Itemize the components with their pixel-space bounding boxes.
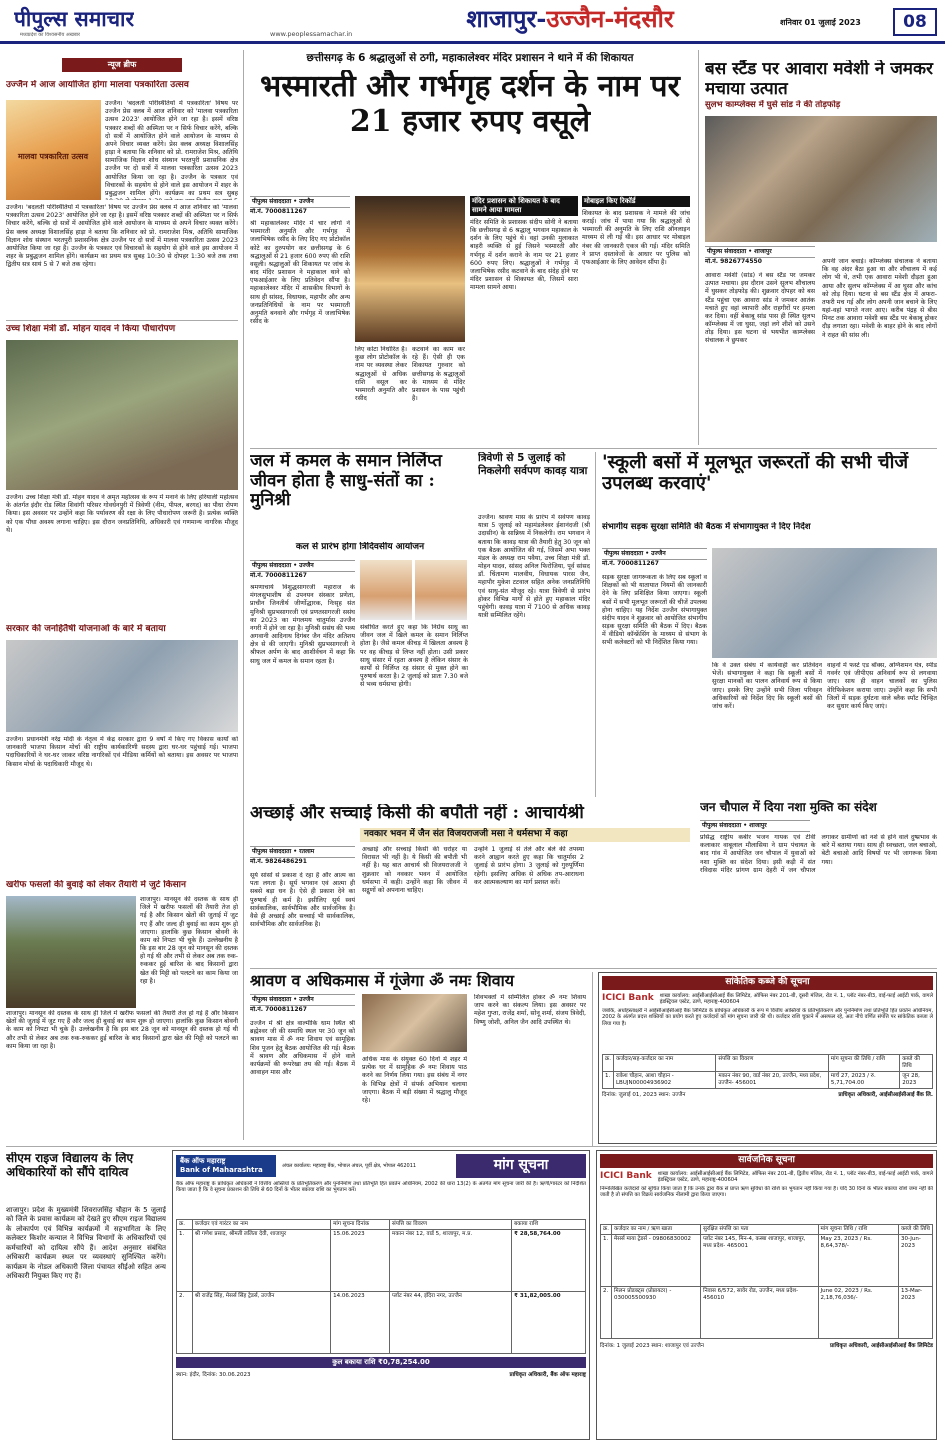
icici-symbolic-possession-notice	[598, 972, 937, 1144]
bom-total: कुल बकाया राशि ₹0,78,254.00	[176, 1357, 586, 1368]
bom-logo	[176, 1155, 276, 1177]
icici1-sign: प्राधिकृत अधिकारी, आईसीआईसीआई बैंक लि.	[838, 1091, 933, 1098]
buses-sub: संभागीय सड़क सुरक्षा समिति की बैठक में संभागायुक्त ने दिए निर्देश	[602, 522, 811, 532]
table-header-cell: क्र.	[603, 1054, 614, 1071]
cattle-col2: अपनी जान बचाई। कॉम्प्लेक्स संचालक ने बताया कि वह अंदर बैठा हुआ था और शौचालय में कई लोग भी थे, तभी एक आवारा मवेशी दौड़ता हुआ आया और सुलभ कॉम्प्लेक्स में आ घुसा और कांच को तोड़ दिया। घटना से बस स्टैंड क्षेत्र में अफरा-तफरी मच गई और लोग अपनी जान बचाने के लिए यहां-वहां भागते नजर आए। करीब पंद्रह से बीस मिनट तक आवारा मवेशी बस स्टैंड पर बेकाबू होकर दौड़ लगाता रहा। मवेशी के बाहर होने के बाद लोगों ने राहत की सांस ली।	[822, 258, 937, 339]
table-cell: राकेश चौहान, आशा चौहान - LBUJN00004936902	[613, 1071, 715, 1088]
news-brief-tag: न्यूज ब्रीफ	[62, 58, 182, 72]
table-cell: श्री गणेश प्रसाद, श्रीमती ललिता देवी, शाजापुर	[192, 1229, 330, 1291]
table-header-cell: कर्जदार का नाम / ऋण खाता	[611, 1224, 700, 1234]
lead-kicker: छत्तीसगढ़ के 6 श्रद्धालुओं से ठगी, महाकालेश्वर मंदिर प्रशासन ने थाने में की शिकायत	[306, 52, 634, 64]
icici2-text: निम्नलिखित कर्जदारों को सूचित किया जाता है कि उनके द्वारा बैंक से प्राप्त ऋण सुविधा की राशि का भुगतान नहीं किया गया है। यदि 30 दिनों के भीतर बकाया राशि जमा नहीं की जाती है तो संपत्ति का विक्रय सार्वजनिक नीलामी द्वारा किया जाएगा।	[600, 1185, 933, 1199]
cm-headline: सीएम राइज विद्यालय के लिए अधिकारियों को सौंपे दायित्व	[6, 1152, 134, 1179]
edition-left: शाजापुर-	[466, 4, 547, 33]
bom-office: अंचल कार्यालय: महाराष्ट्र बैंक, भोपाल अंचल, पूर्वी क्षेत्र, भोपाल 462011	[282, 1162, 417, 1169]
brief-item3-title: सरकार की जनहितैषी योजनाओं के बारे में बताया	[6, 624, 166, 634]
cattle-headline: बस स्टैंड पर आवारा मवेशी ने जमकर मचाया उत्पात	[705, 60, 933, 99]
cattle-mobile: मो.नं. 9826774550	[705, 258, 762, 265]
bjp-meeting-photo	[6, 640, 238, 732]
table-header-cell: कब्जे की तिथि	[900, 1054, 933, 1071]
divider	[6, 1146, 937, 1147]
brief-item4-body-side: शाजापुर। मानसून की दस्तक के साथ ही जिले में खरीफ फसलों की तैयारी तेज हो गई है और किसान खेतों की जुताई में जुट गए हैं और जल्द ही बुवाई का काम शुरू हो जाएगा। हालांकि कुछ किसान बोवनी के काम को निपटा भी चुके हैं। उल्लेखनीय है कि इस बार 28 जून को मानसून की दस्तक हो गई थी और तभी से लेकर अब तक रुक-रुककर हुई बारिश के बाद किसानों द्वारा खेत की मिट्टी को पलटने का काम किया जा रहा है।	[140, 896, 238, 985]
acharya-headline: अच्छाई और सच्चाई किसी की बपौती नहीं : आचार्यश्री	[250, 804, 584, 823]
table-cell: मिलन प्रोडक्ट्स (प्रोप्रायटर) - 030005500930	[611, 1286, 700, 1338]
table-header-cell: संपत्ति का विवरण	[390, 1219, 512, 1229]
shravan-mobile: मो.नं. 7000811267	[250, 1006, 307, 1013]
plantation-photo	[6, 340, 238, 490]
bom-table	[176, 1219, 586, 1354]
cattle-sub: सुलभ काम्प्लेक्स में घुसे सांड ने की तोड़फोड़	[705, 100, 841, 110]
table-header-cell: मांग सूचना दिनांक	[331, 1219, 390, 1229]
column-divider	[698, 50, 699, 445]
bom-text: बैंक ऑफ महाराष्ट्र के प्राधिकृत अधिकारी ने वित्तीय आस्तियों के प्रतिभूतिकरण और पुनर्निर्माण तथा प्रतिभूति हित प्रवर्तन अधिनियम, 2002 की धारा 13(2) के अंतर्गत मांग सूचना जारी की है। ऋणी/गारंटर को निर्देशित किया जाता है कि वे सूचना प्रकाशन की तिथि से 60 दिनों के भीतर बकाया राशि का भुगतान करें।	[176, 1180, 586, 1194]
table-header-cell: सुरक्षित संपत्ति का पता	[701, 1224, 818, 1234]
buses-col1: सड़क सुरक्षा जागरूकता के लिए सब स्कूलों व शिक्षकों को भी यातायात नियमों की जानकारी देने के लिए प्रशिक्षित किया जाएगा। स्कूली बसों में सभी मूलभूत जरूरतों की चीजें उपलब्ध होना चाहिए। यह निर्देश उज्जैन संभागायुक्त संदीप यादव ने शुक्रवार को आयोजित संभागीय सड़क सुरक्षा समिति की बैठक में दिए। बैठक में वीडियो कॉन्फ्रेंसिंग के माध्यम से संभाग के सभी कलेक्टरों को भी निर्देशित किया गया।	[602, 574, 707, 647]
icici2-tag: सार्वजनिक सूचना	[600, 1154, 933, 1168]
lead-box2-title: मोबाइल किए रिकॉर्ड	[582, 196, 690, 207]
page-number: 08	[893, 8, 937, 36]
nasha-credit: पीपुल्स संवाददाता • शाजापुर	[700, 820, 810, 832]
shravan-meeting-photo	[362, 994, 467, 1052]
table-header-cell: मांग सूचना की तिथि / राशि	[828, 1054, 899, 1071]
table-header-cell: कर्जदार/सह-कर्जदार का नाम	[613, 1054, 715, 1071]
bom-bank-name: बैंक ऑफ महाराष्ट्र	[180, 1157, 226, 1165]
table-cell: प्लॉट नंबर 44, इंदिरा नगर, उज्जैन	[390, 1291, 512, 1353]
table-cell: 2.	[177, 1291, 193, 1353]
divider	[6, 320, 238, 321]
brief-item4-body: शाजापुर। मानसून की दस्तक के साथ ही जिले में खरीफ फसलों की तैयारी तेज हो गई है और किसान खेतों की जुताई में जुट गए हैं और जल्द ही बुवाई का काम शुरू हो जाएगा। हालांकि कुछ किसान बोवनी के काम को निपटा भी चुके हैं। उल्लेखनीय है कि इस बार 28 जून को मानसून की दस्तक हो गई थी और तभी से लेकर अब तक रुक-रुककर हुई बारिश के बाद किसानों द्वारा खेत की मिट्टी को पलटने का काम किया जा रहा है।	[6, 1010, 238, 1050]
brand-tagline: मध्यप्रदेश का विश्वसनीय अखबार	[20, 32, 81, 38]
icici1-table	[602, 1054, 933, 1089]
table-cell: 15.06.2023	[331, 1229, 390, 1291]
festival-poster-image	[6, 100, 101, 200]
nasha-body: प्रसिद्ध राष्ट्रीय कबीर भजन गायक एवं टीवी कलाकार वाबूलाल मौलासिया ने ग्राम पंचायत के बाद गांव में आयोजित जन चौपाल में युवाओं को नशा मुक्ति का संदेश दिया। इसी कड़ी में संत रविदास मंदिर प्रांगण ग्राम देहरी में जन चौपाल लगाकर ग्रामीणों को नशे से होने वाले दुष्प्रभाव के बारे में बताया गया। साथ ही स्वच्छता, जल बचाओ, बेटी बचाओ आदि विषयों पर भी जागरूक किया गया।	[700, 834, 937, 874]
table-header-row	[177, 1219, 586, 1229]
tractor-photo	[6, 896, 136, 1008]
lead-col1: श्री महाकालेश्वर मंदिर में चार लोगों ने भस्मारती अनुमति और गर्भगृह में जलाभिषेक रसीद के लिए दिए गए प्रोटोकॉल कोटे का दुरुपयोग कर छत्तीसगढ़ के 6 श्रद्धालुओं से 21 हजार 600 रुपए की राशि वसूली। श्रद्धालुओं की शिकायत पर जांच के बाद मंदिर प्रशासन ने महाकाल थाने को एफआईआर के लिए प्रतिवेदन सौंपा है। महाकालेश्वर मंदिर में शासकीय विभागों के साथ ही सांसद, विधायक, महापौर और अन्य जनप्रतिनिधियों के नाम पर भस्मारती अनुमति बनवाने और गर्भगृह में जलाभिषेक रसीद के	[250, 220, 350, 326]
table-cell: मार्च 27, 2023 / रु. 5,71,704.00	[828, 1071, 899, 1088]
muni-portrait-1	[360, 560, 412, 620]
bus-stand-photo	[705, 116, 937, 242]
brand-logo: पीपुल्स समाचार	[14, 6, 135, 31]
brief-item2-title: उच्च शिक्षा मंत्री डॉ. मोहन यादव ने किया पौधारोपण	[6, 324, 176, 334]
acharya-sub: नवकार भवन में जैन संत विजयराजजी मसा ने धर्मसभा में कहा	[360, 828, 690, 842]
saints-headline: जल में कमल के समान निर्लिप्त जीवन होता है साधु-संतों का : मुनिश्री	[250, 452, 442, 511]
bom-footer: स्थान: इंदौर, दिनांक: 30.06.2023	[176, 1371, 251, 1378]
bom-bank-name-en: Bank of Maharashtra	[180, 1165, 263, 1174]
lead-col3: कटवाने का काम कर रहे हैं। ऐसी ही एक शिकायत गुरुवार को छत्तीसगढ़ के श्रद्धालुओं के माध्यम से मंदिर प्रशासन के पास पहुंची है।	[412, 346, 465, 403]
kanwar-body: उज्जैन। श्रावण मास के प्रारंभ में सर्वपण कावड़ यात्रा 5 जुलाई को महामंडलेश्वर ईशानंदजी (श्री उदासीन) के सान्निध्य में निकलेगी। राम भगवान ने बताया कि कावड़ यात्रा की तैयारी हेतु 30 जून को एक बैठक आयोजित की गई, जिसमें अभा भक्त मंडल के अध्यक्ष राम पवैया, उच्च शिक्षा मंत्री डॉ. मोहन यादव, सांसद अनिल फिरोजिया, पूर्व सांसद डॉ. चिंतामण मालवीय, विधायक पारस जैन, महापौर मुकेश टटवाल सहित अनेक जनप्रतिनिधि एवं साधु-संत मौजूद रहे। यात्रा त्रिवेणी से प्रारंभ होकर विभिन्न मार्गों से होते हुए महाकाल मंदिर पहुंचेगी। कावड़ यात्रा में 7100 से अधिक कावड़ यात्री सम्मिलित रहेंगे।	[478, 514, 590, 620]
brief-item3-body: उज्जैन। प्रधानमंत्री नरेंद्र मोदी के नेतृत्व में केंद्र सरकार द्वारा 9 वर्षों में किए गए विकास कार्यों को जानकारी भाजपा किसान मोर्चा की राष्ट्रीय कार्यकारिणी सदस्य द्वारा घर-घर पहुंचाई गई। भाजपा पदाधिकारियों ने घर-घर जाकर वरिष्ठ नागरिकों एवं मीडिया कर्मियों को बताया। इस अवसर पर भाजपा किसान मोर्चा के पदाधिकारी मौजूद थे।	[6, 736, 238, 768]
lead-headline: भस्मारती और गर्भगृह दर्शन के नाम पर 21 हजार रुपए वसूले	[260, 70, 680, 139]
table-row	[177, 1291, 586, 1353]
acharya-col1: सूर्य सांसों से प्रकाश दे रहा है और आत्म का पता लगता है। सूर्य भगवान एवं आत्मा ही सबसे बड़ा धन है। ऐसे ही प्रकाश देने का पुरुषार्थ ही कर्म है। इसीलिए सूर्य स्वयं सार्वकालिक, सार्वभौमिक और सार्वजनिक है। वैसे ही अच्छाई और सच्चाई भी सार्वकालिक, सार्वभौमिक और सार्वजनिक है।	[250, 872, 355, 929]
table-cell: ₹ 31,82,005.00	[512, 1291, 586, 1353]
lead-box2	[582, 196, 690, 346]
table-header-row	[601, 1224, 933, 1234]
table-row	[601, 1286, 933, 1338]
table-cell: मेसर्स माया ट्रेडर्स - 09806830002	[611, 1234, 700, 1286]
table-cell: 1.	[177, 1229, 193, 1291]
table-cell: मकान नंबर 12, वार्ड 5, शाजापुर, म.प्र.	[390, 1229, 512, 1291]
bom-tag: मांग सूचना	[456, 1154, 586, 1178]
lead-box1	[470, 196, 578, 346]
kanwar-headline: त्रिवेणी से 5 जुलाई को निकलेगी सर्वपण कावड़ यात्रा	[478, 452, 588, 478]
muni-portrait-2	[415, 560, 467, 620]
table-cell: ₹ 28,58,764.00	[512, 1229, 586, 1291]
buses-mobile: मो.नं. 7000811267	[602, 560, 659, 567]
nasha-headline: जन चौपाल में दिया नशा मुक्ति का संदेश	[700, 800, 877, 814]
lead-box1-body: मंदिर समिति के प्रशासक संदीप सोनी ने बताया कि छत्तीसगढ़ से 6 श्रद्धालु भगवान महाकाल के दर्शन के लिए पहुंचे थे। वहां उनकी मुलाकात बाहरी व्यक्ति से हुई जिसने भस्मारती और गर्भगृह में दर्शन कराने के नाम पर 21 हजार 600 रुपए लिए। श्रद्धालुओं ने गर्भगृह में जलाभिषेक रसीद कटवाने के बाद संदेह होने पर मंदिर प्रशासन से शिकायत की, जिसमें सारा मामला सामने आया।	[470, 218, 578, 292]
table-cell: June 02, 2023 / Rs. 2,18,76,036/-	[818, 1286, 898, 1338]
table-cell: जून 28, 2023	[900, 1071, 933, 1088]
cattle-col1: आवारा मवेशी (सांड) ने बस स्टैंड पर जमकर उत्पात मचाया। इस दौरान उसने सुलभ शौचालय में घुसकर तोड़फोड़ की। शुक्रवार दोपहर को बस स्टैंड पहुंचा एक आवारा सांड ने जमकर आतंक मचाते हुए वहां व्यापारी और राहगीरों पर हमला कर दिया। वहीं बेकाबू सांड पास ही स्थित सुलभ कॉम्प्लेक्स में जा घुसा, जहां लगे शीशे को उसने तोड़ दिया। इस घटना से भयभीत काम्प्लेक्स संचालक ने छुपकर	[705, 272, 815, 345]
table-header-cell: कब्जे की तिथि	[898, 1224, 932, 1234]
table-header-cell: कर्जदार एवं गारंटर का नाम	[192, 1219, 330, 1229]
acharya-col3: उन्होंने 1 जुलाई से तेले और बेले की तपस्या करने आह्वान करते हुए कहा कि चातुर्मास 2 जुलाई से प्रारंभ होगा। 3 जुलाई को गुरुपूर्णिमा रहेगी। इसलिए अधिक से अधिक तप-आराधना कर आत्मकल्याण का मार्ग प्रशस्त करें।	[474, 846, 584, 886]
saints-sub: कल से प्रारंभ होगा त्रिदिवसीय आयोजन	[295, 542, 425, 552]
shravan-credit: पीपुल्स संवाददाता • उज्जैन	[250, 994, 355, 1006]
meeting-photo	[712, 548, 937, 658]
table-cell: 13-Mar-2023	[898, 1286, 932, 1338]
lead-mobile: मो.नं. 7000811267	[250, 208, 307, 215]
table-cell: 2.	[601, 1286, 612, 1338]
icici2-branch: शाखा कार्यालय: आईसीआईसीआई बैंक लिमिटेड, ऑफिस नंबर 201-बी, द्वितीय मंजिल, रोड नं. 1, प्लॉट नंबर-बी3, वाई-फाई आईटी पार्क, वागले इंडस्ट्रियल एस्टेट, ठाणे, महाराष्ट्र-400604	[657, 1170, 933, 1184]
brief-item2-body: उज्जैन। उच्च शिक्षा मंत्री डॉ. मोहन यादव ने अमृत महोत्सव के रूप में मनाने के लिए हरियाली महोत्सव के अंतर्गत इंदौर रोड स्थित शिवांगी परिसर गोवर्धनपुरी में त्रिवेणी (नीम, पीपल, बरगद) का पौधा रोपण किया। इस अवसर पर उन्होंने कहा कि पर्यावरण की रक्षा के लिए पौधारोपण जरूरी है। प्रत्येक व्यक्ति को एक पौधा अवश्य लगाना चाहिए। इस दौरान जनप्रतिनिधि, अधिकारी एवं गणमान्य नागरिक मौजूद थे।	[6, 494, 238, 534]
table-header-cell: मांग सूचना तिथि / राशि	[818, 1224, 898, 1234]
table-cell: May 23, 2023 / Rs. 8,64,378/-	[818, 1234, 898, 1286]
icici1-text: जबकि, अधोहस्ताक्षरी ने आईसीआईसीआई बैंक लिमिटेड के प्राधिकृत अधिकारी के रूप में वित्तीय आस्तियों के प्रतिभूतिकरण और पुनर्निर्माण तथा प्रतिभूति हित प्रवर्तन अधिनियम, 2002 के अंतर्गत प्रदत्त शक्तियों का प्रयोग करते हुए कर्जदारों को मांग सूचना जारी की थी। कर्जदार राशि चुकाने में असफल रहे, अतः नीचे वर्णित संपत्ति पर सांकेतिक कब्जा ले लिया गया है।	[602, 1007, 933, 1027]
table-header-cell: बकाया राशि	[512, 1219, 586, 1229]
buses-col3: वाहनों में फर्स्ट एड बॉक्स, अग्निशमन यंत्र, स्पीड गवर्नर एवं जीपीएस अनिवार्य रूप से लगवाया जाए। साथ ही वाहन चालकों का पुलिस वेरिफिकेशन कराया जाए। उन्होंने कहा कि सभी जिलों में सड़क दुर्घटना वाले ब्लैक स्पॉट चिन्हित कर सुधार कार्य किए जाएं।	[827, 662, 937, 710]
poster-label: मालवा पत्रकारिता उत्सव	[17, 152, 89, 161]
table-cell: 1.	[603, 1071, 614, 1088]
icici1-logo: ICICI Bank	[602, 992, 654, 1003]
lead-box1-title: मंदिर प्रशासन को शिकायत के बाद सामने आया मामला	[470, 196, 578, 216]
icici-public-notice	[596, 1150, 937, 1440]
saints-mobile: मो.नं. 7000811267	[250, 572, 307, 579]
table-cell: 14.06.2023	[331, 1291, 390, 1353]
table-cell: 30-Jun-2023	[898, 1234, 932, 1286]
icici2-footer: दिनांक: 1 जुलाई 2023 स्थान: शाजापुर एवं उज्जैन	[600, 1342, 704, 1349]
shravan-col1: उज्जैन में श्री क्षेत्र वाल्मीकि धाम स्थित श्री ब्रह्मेश्वर जी की समाधि स्थल पर 30 जून को श्रावण मास में ॐ नमः शिवाय एवं सामूहिक शिव पूजन हेतु बैठक आयोजित की गई। बैठक में श्रावण और अधिकमास में होने वाले कार्यक्रमों की रूपरेखा तय की गई। बैठक में आवाहन मास और	[250, 1020, 355, 1077]
shravan-headline: श्रावण व अधिकमास में गूंजेगा ॐ नमः शिवाय	[250, 972, 515, 990]
edition-title	[380, 4, 760, 35]
acharya-mobile: मो.नं. 9826486291	[250, 858, 307, 865]
acharya-credit: पीपुल्स संवाददाता • रतलाम	[250, 846, 355, 858]
buses-credit: पीपुल्स संवाददाता • उज्जैन	[602, 548, 707, 560]
icici1-footer: दिनांक: जुलाई 01, 2023 स्थान: उज्जैन	[602, 1091, 686, 1098]
cm-body: शाजापुर। प्रदेश के मुख्यमंत्री शिवराजसिंह चौहान के 5 जुलाई को जिले के प्रवास कार्यक्रम को देखते हुए सीएम राइज विद्यालय के लोकार्पण एवं विभिन्न कार्यक्रमों में सहभागिता के लिए कलेक्टर किशोर कन्याल ने विभिन्न विभागों के अधिकारियों एवं कर्मचारियों को दायित्व सौंपे हैं। आदेश अनुसार संबंधित अधिकारी कार्यक्रम स्थल पर व्यवस्थाएं सुनिश्चित करेंगे। कार्यक्रम के नोडल अधिकारी जिला पंचायत सीईओ सहित अन्य अधिकारी नियुक्त किए गए हैं।	[6, 1206, 166, 1281]
table-cell: प्लॉट नंबर 145, मिन-4, कस्बा शाजापुर, शाजापुर, मध्य प्रदेश- 465001	[701, 1234, 818, 1286]
table-header-row	[603, 1054, 933, 1071]
buses-col2: कि वे उक्त संबंध में कार्यवाही कर प्रतिवेदन भेजें। संभागायुक्त ने कहा कि स्कूली बसों में सुरक्षा मानकों का पालन अनिवार्य रूप से किया जाए। इसके लिए उन्होंने सभी जिला परिवहन अधिकारियों को निर्देश दिए कि स्कूली बसों की जांच करें।	[712, 662, 822, 710]
saints-col2: संबोधित करते हुए कहा कि निर्ग्रंथ साधु का जीवन जल में खिले कमल के समान निर्लिप्त होता है। जैसे कमल कीचड़ में खिलता अवश्य है पर वह कीचड़ से लिप्त नहीं होता। उसी प्रकार साधु संसार में रहता अवश्य है लेकिन संसार के कार्यों से निर्लिप्त रह संसार से मुक्त होने का पुरुषार्थ करता है। 2 जुलाई को प्रातः 7.30 बजे से भव्य धर्मसभा होगी।	[360, 624, 468, 689]
column-divider	[243, 50, 244, 1140]
brief-item1-body-top: उज्जैन। 'बदलती परिस्थितियों में पत्रकारिता' विषय पर उज्जैन प्रेस क्लब में आज शनिवार को 'मालवा पत्रकारिता उत्सव 2023' आयोजित होने जा रहा है। इसमें वरिष्ठ पत्रकार शब्दों की अस्मिता पर न सिर्फ विचार करेंगे, बल्कि दो सत्रों में आयोजित होने वाले आयोजन के माध्यम से अपने विचार व्यक्त करेंगे। प्रेस क्लब अध्यक्ष विशालसिंह हाड़ा ने बताया कि शनिवार को प्रो. रामराजेश मिश्र, अतिथि सामाजिक विज्ञान शोध संस्थान भरतपुरी प्रशासनिक क्षेत्र उज्जैन पर दो सत्रों में मालवा पत्रकारिता उत्सव 2023 आयोजित किया जा रहा है। उज्जैन के पत्रकार एवं विचारकों के सहयोग से होने वाले इस आयोजन में शहर के प्रबुद्धजन शामिल होंगे। कार्यक्रम का प्रथम सत्र सुबह	[105, 100, 238, 197]
table-cell: 1.	[601, 1234, 612, 1286]
lead-credit: पीपुल्स संवाददाता • उज्जैन	[250, 196, 350, 208]
cattle-credit: पीपुल्स संवाददाता • शाजापुर	[705, 246, 815, 258]
buses-headline: 'स्कूली बसों में मूलभूत जरूरतों की सभी चीजें उपलब्ध करवाएं'	[602, 452, 909, 495]
table-row	[603, 1071, 933, 1088]
table-row	[177, 1229, 586, 1291]
icici2-sign: प्राधिकृत अधिकारी, आईसीआईसीआई बैंक लिमिटेड	[830, 1342, 933, 1349]
saints-col1: श्रमणाचार्य विशुद्धसागरजी महाराज के मंगलसुभाशीष से उपनयन संस्कार प्रणेता, प्राचीन जिनतीर्थ जीर्णोद्धारक, निःसृह संत मुनिश्री सुप्रभसागरजी एवं प्रणतसागरजी ससंघ का 2023 का मंगलमय चातुर्मास उज्जैन नगरी में होने जा रहा है। मुनिश्री ससंघ की भव्य अगवानी आदिनाथ दिगंबर जैन मंदिर अतिशय क्षेत्र से की जाएगी। मुनिश्री सुप्रभसागरजी ने श्रीफल अर्पण के बाद आशीर्वचन में कहा कि साधु जल में कमल के समान रहता है।	[250, 584, 355, 665]
saints-credit: पीपुल्स संवाददाता • उज्जैन	[250, 560, 355, 572]
table-cell: निवास 6/572, सावेर रोड, उज्जैन, मध्य प्रदेश- 456010	[701, 1286, 818, 1338]
icici1-branch: शाखा कार्यालय: आईसीआईसीआई बैंक लिमिटेड, ऑफिस नंबर 201-बी, दूसरी मंजिल, रोड नं. 1, प्लॉट नंबर-बी3, वाई-फाई आईटी पार्क, वागले इंडस्ट्रियल एस्टेट, ठाणे, महाराष्ट्र-400604	[659, 992, 933, 1006]
site-url[interactable]: www.peoplessamachar.in	[270, 30, 353, 38]
column-divider	[595, 452, 596, 797]
masthead	[0, 0, 945, 44]
issue-date: शनिवार 01 जुलाई 2023	[780, 18, 861, 27]
icici2-table	[600, 1224, 933, 1339]
acharya-col2: अच्छाई और सच्चाई किसी की धरोहर या विरासत भी नहीं है। ये किसी की बपौती भी नहीं है। यह बात आचार्य श्री विजयराजजी ने शुक्रवार को नवकार भवन में आयोजित धर्मसभा में कही। उन्होंने कहा कि जीवन में सद्गुणों को अपनाना चाहिए।	[362, 846, 467, 894]
edition-right: उज्जैन-मंदसौर	[546, 4, 674, 33]
table-header-cell: क्र.	[601, 1224, 612, 1234]
table-header-cell: संपत्ति का विवरण	[716, 1054, 828, 1071]
brief-item1-body: उज्जैन। 'बदलती परिस्थितियों में पत्रकारिता' विषय पर उज्जैन प्रेस क्लब में आज शनिवार को 'मालवा पत्रकारिता उत्सव 2023' आयोजित होने जा रहा है। इसमें वरिष्ठ पत्रकार शब्दों की अस्मिता पर न सिर्फ विचार करेंगे, बल्कि दो सत्रों में आयोजित होने वाले आयोजन के माध्यम से अपने विचार व्यक्त करेंगे। प्रेस क्लब अध्यक्ष विशालसिंह हाड़ा ने बताया कि शनिवार को प्रो. रामराजेश मिश्र, अतिथि सामाजिक विज्ञान शोध संस्थान भरतपुरी प्रशासनिक क्षेत्र उज्जैन पर दो सत्रों में मालवा पत्रकारिता उत्सव 2023 आयोजित किया जा रहा है। उज्जैन के पत्रकार एवं विचारकों के सहयोग से होने वाले इस आयोजन में शहर के प्रबुद्धजन शामिल होंगे। कार्यक्रम का प्रथम सत्र सुबह 10:30 से दोपहर 1:30 बजे तक तथा द्वितीय सत्र सायं 5 से 7 बजे तक रहेगा।	[6, 204, 238, 269]
table-cell: मकान नंबर 90, वार्ड नंबर 20, उज्जैन, मध्य प्रदेश, उज्जैन- 456001	[716, 1071, 828, 1088]
mahakal-shivling-photo	[355, 196, 465, 342]
lead-col2: लिए कोटा निर्धारित है। कुछ लोग प्रोटोकॉल के नाम पर व्यवस्था लेकर श्रद्धालुओं से अधिक राशि वसूल कर भस्मारती अनुमति और रसीद	[355, 346, 407, 403]
divider	[250, 968, 937, 969]
bom-demand-notice	[172, 1150, 590, 1440]
shravan-col3: शिवभक्तों में सम्मिलित होकर ॐ नमः शिवाय जाप करने का संकल्प लिया। इस अवसर पर महेश गुप्ता, राजेंद्र शर्मा, सोनू शर्मा, संजय त्रिवेदी, विष्णु जोशी, अनिल जैन आदि उपस्थित थे।	[474, 994, 586, 1026]
bom-sign: प्राधिकृत अधिकारी, बैंक ऑफ महाराष्ट्र	[509, 1371, 586, 1378]
column-divider	[592, 972, 593, 1147]
brief-item4-title: खरीफ फसलों की बुवाई को लेकर तैयारी में जुटे किसान	[6, 880, 186, 890]
brief-item1-title: उज्जैन में आज आयोजित होगा मालवा पत्रकारिता उत्सव	[6, 80, 189, 90]
divider	[250, 448, 937, 449]
table-cell: श्री राजेंद्र सिंह, मेसर्स सिंह ट्रेडर्स, उज्जैन	[192, 1291, 330, 1353]
table-header-cell: क्र.	[177, 1219, 193, 1229]
table-row	[601, 1234, 933, 1286]
icici2-logo: ICICI Bank	[600, 1170, 652, 1181]
icici1-tag: सांकेतिक कब्जे की सूचना	[602, 976, 933, 990]
shravan-col2: अधिक मास के संयुक्त 60 दिनों में शहर में प्रत्येक घर में सामूहिक ॐ नमः शिवाय पाठ करने का निर्णय लिया गया। इस संबंध में नगर के विभिन्न क्षेत्रों में संपर्क अभियान चलाया जाएगा। बैठक में बड़ी संख्या में श्रद्धालु मौजूद रहे।	[362, 1056, 467, 1104]
lead-box2-body: शिकायत के बाद प्रशासक ने मामले की जांच कराई। जांच में पाया गया कि श्रद्धालुओं से भस्मारती की अनुमति के लिए राशि ऑनलाइन माध्यम से ली गई थी। इस आधार पर मोबाइल नंबर की जानकारी एकत्र की गई। मंदिर समिति ने प्राप्त दस्तावेजों के आधार पर पुलिस को एफआईआर के लिए आवेदन सौंपा है।	[582, 209, 690, 266]
